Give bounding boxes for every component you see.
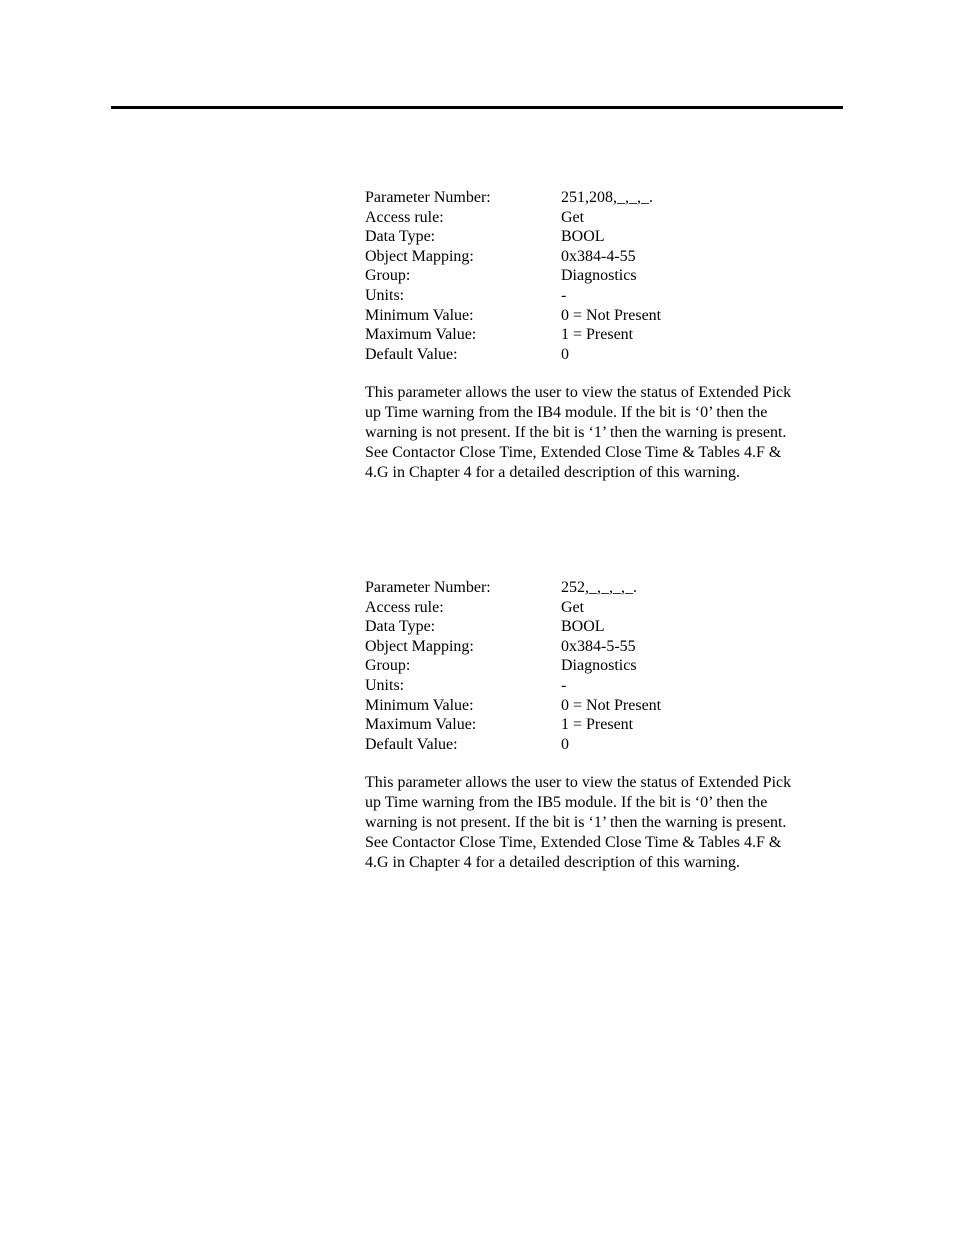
parameter-number-row xyxy=(365,578,845,598)
minimum-value-row xyxy=(365,306,845,326)
parameter-block-1 xyxy=(365,188,845,482)
minimum-value-value: 0 = Not Present xyxy=(561,306,662,324)
parameter-number-label: Parameter Number: xyxy=(365,189,491,206)
parameter-number-value: 251,208,_,_,_. xyxy=(561,189,653,206)
parameter-block-2 xyxy=(365,578,845,872)
group-label: Group: xyxy=(365,267,411,285)
object-mapping-row xyxy=(365,247,845,267)
parameter-number-value: 252,_,_,_,_. xyxy=(561,579,637,596)
default-value-row xyxy=(365,345,845,365)
data-type-label: Data Type: xyxy=(365,228,436,246)
units-value: - xyxy=(561,286,567,304)
default-value-label: Default Value: xyxy=(365,735,458,753)
data-type-label: Data Type: xyxy=(365,618,436,636)
default-value-value: 0 xyxy=(561,735,569,753)
data-type-value: BOOL xyxy=(561,618,605,636)
maximum-value-value: 1 = Present xyxy=(561,716,634,734)
object-mapping-row xyxy=(365,637,845,657)
maximum-value-row xyxy=(365,715,845,735)
units-row xyxy=(365,676,845,696)
maximum-value-row xyxy=(365,325,845,345)
data-type-row xyxy=(365,617,845,637)
default-value-row xyxy=(365,735,845,755)
access-rule-label: Access rule: xyxy=(365,598,444,616)
access-rule-value: Get xyxy=(561,208,585,226)
units-label: Units: xyxy=(365,676,405,694)
minimum-value-row xyxy=(365,696,845,716)
units-value: - xyxy=(561,676,567,694)
parameter-table xyxy=(365,188,845,364)
access-rule-row xyxy=(365,208,845,228)
parameter-number-row xyxy=(365,188,845,208)
group-value: Diagnostics xyxy=(561,267,637,285)
default-value-label: Default Value: xyxy=(365,345,458,363)
parameter-table xyxy=(365,578,845,754)
minimum-value-label: Minimum Value: xyxy=(365,696,474,714)
object-mapping-value: 0x384-4-55 xyxy=(561,247,636,265)
maximum-value-label: Maximum Value: xyxy=(365,326,477,344)
group-label: Group: xyxy=(365,657,411,675)
object-mapping-label: Object Mapping: xyxy=(365,637,474,655)
access-rule-label: Access rule: xyxy=(365,208,444,226)
group-value: Diagnostics xyxy=(561,657,637,675)
parameter-number-label: Parameter Number: xyxy=(365,579,491,596)
units-row xyxy=(365,286,845,306)
maximum-value-label: Maximum Value: xyxy=(365,716,477,734)
access-rule-value: Get xyxy=(561,598,585,616)
group-row xyxy=(365,266,845,286)
minimum-value-label: Minimum Value: xyxy=(365,306,474,324)
minimum-value-value: 0 = Not Present xyxy=(561,696,662,714)
data-type-row xyxy=(365,227,845,247)
group-row xyxy=(365,656,845,676)
default-value-value: 0 xyxy=(561,345,569,363)
header-rule xyxy=(111,106,843,109)
parameter-description: This parameter allows the user to view the status of Extended Pick up Time warning from the IB4 module. If the bit is ‘0’ then the warning is not present. If the bit is ‘1’ then the warning is present. See Contactor Close Time, Extended Close Time & Tables 4.F & 4.G in Chapter 4 for a detailed description of this warning. xyxy=(365,384,792,481)
object-mapping-label: Object Mapping: xyxy=(365,247,474,265)
access-rule-row xyxy=(365,598,845,618)
units-label: Units: xyxy=(365,286,405,304)
object-mapping-value: 0x384-5-55 xyxy=(561,637,636,655)
data-type-value: BOOL xyxy=(561,228,605,246)
maximum-value-value: 1 = Present xyxy=(561,326,634,344)
parameter-description: This parameter allows the user to view the status of Extended Pick up Time warning from the IB5 module. If the bit is ‘0’ then the warning is not present. If the bit is ‘1’ then the warning is present. See Contactor Close Time, Extended Close Time & Tables 4.F & 4.G in Chapter 4 for a detailed description of this warning. xyxy=(365,774,792,871)
